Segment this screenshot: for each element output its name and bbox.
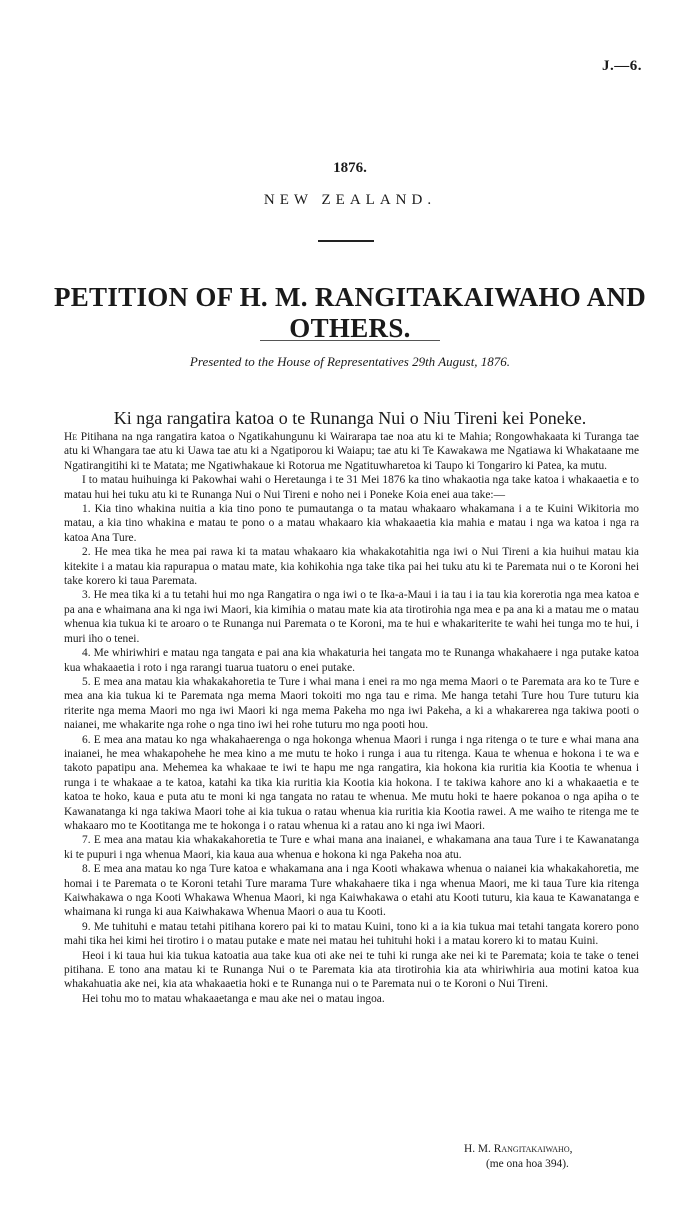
presented-line: Presented to the House of Representatives 29th August, 1876.: [189, 354, 511, 369]
paragraph-item-4: 4. Me whiriwhiri e matau nga tangata e pai ana kia whakaturia hei tangata mo te Runanga whakahaere i nga putake katoa kua whakaaetia i roto i nga rarangi tuarua tuatoru o enei putake.: [64, 647, 639, 674]
document-reference: J.—6.: [602, 58, 642, 74]
document-title: PETITION OF H. M. RANGITAKAIWAHO AND OTHERS.: [53, 282, 647, 343]
opening-lead-word: He: [64, 431, 78, 443]
country-heading: NEW ZEALAND.: [263, 192, 437, 208]
opening-text: Pitihana na nga rangatira katoa o Ngatikahungunu ki Wairarapa tae noa atu ki te Mahia; Rongowhakaata ki Turanga tae atu ki Whangara tae atu ki Uawa tae atu ki a Ngatiporou ki Waiapu; tae atu ki Te Kawakawa me Ngatiawa ki Whakataane me Ngatirangitihi ki te Matata; me Ngatiwhakaue ki Rotorua me Ngatituwharetoa ki Taupo ki Tongariro ki Patea, ka mutu.: [64, 431, 639, 472]
signature-name: Rangitakaiwaho,: [493, 1143, 573, 1155]
paragraph-item-9: 9. Me tuhituhi e matau tetahi pitihana korero pai ki to matau Kuini, tono ki a ia kia tukua mai tetahi tangata korero pono mahi tika hei kimi hei tirotiro i o matau putake e mate nei matau hei tuhituhi hoki i a matau korero ki to matau Kuini.: [64, 920, 639, 948]
paragraph-closing: Hei tohu mo to matau whakaaetanga e mau ake nei o matau ingoa.: [82, 992, 385, 1005]
paragraph-item-3: 3. He mea tika ki a tu tetahi hui mo nga Rangatira o nga iwi o te Ika-a-Maui i ia tau i ia tau kia korerotia nga mea katoa e pa ana e whaimana ana ki nga iwi Maori, kia kimihia o matau mate kia ata tirotirohia nga mea e pa ana ki a matau me o matau whenua kia tukua ki te aroaro o te Runanga nui Paremata o te Koroni, ma te hui e whakariterite te wahi hei tunga mo te hui, i muri iho o tenei.: [64, 589, 640, 645]
petition-body: [64, 430, 639, 1006]
opening-paragraph: [64, 430, 639, 473]
year-heading: 1876.: [333, 160, 367, 176]
paragraph-conclusion: Heoi i ki taua hui kia tukua katoatia aua take kua oti ake nei te tuhi ki runga ake nei ki te Paremata; koia te take o tenei pitihana. E tono ana matau ki te Runanga Nui o te Paremata kia ata tirotirohia kia ata whiriwhiria aua motini katoa kua whakahuatia ake nei, kia ata whakaaetia hoki e te Runanga nui o te Paremata nui o te Koroni o Nui Tireni.: [64, 949, 639, 991]
paragraph-item-6: 6. E mea ana matau ko nga whakahaerenga o nga hokonga whenua Maori i runga i nga ritenga o te ture e whai mana ana inaianei, he mea whakapohehe he mea kino a me mutu te hoko i runga i aua tu ritenga. Kaua te whenua e hokona i te wa e takoto papatipu ana. Mehemea ka whakaae te iwi te hapu me nga rangatira, kia hokona kia ruritia kia Kootia te whenua i runga i te whakaae a te katoa, katahi ka tika kia ruritia kia Kootia kia hokona. I te takiwa kahore ano ki a whakaaetia e te katoa te hoko, kaua e puta atu te moni ki nga tangata no ratau te whenua. Me mutu hoki te haere pokanoa o nga apiha o te Kawanatanga ki nga takiwa Maori tohe ai kia tukua o ratau whenua kia ruritia kia Kootia rawei. A me waiho te ritenga me te whakaaro mo te Kootitanga me te hokonga i o ratau whenua ki a ratau ano ki nga iwi Maori.: [64, 733, 639, 832]
signature-note: (me ona hoa 394).: [486, 1158, 569, 1170]
paragraph-item-8: 8. E mea ana matau ko nga Ture katoa e whakamana ana i nga Kooti whakawa whenua o naianei kia whakakahoretia, me homai i te Paremata o te Koroni tetahi Ture marama Ture whakahaere tika i nga whenua Maori, me ki taua Ture kia ritenga Kaiwhakawa o nga Kooti Whakawa Whenua Maori, ki nga Kaiwhakawa o etahi atu Kooti tuturu, kia kaua te Kawanatanga e whaimana ki runga ki aua Kaiwhakawa Whenua Maori o aua tu Kooti.: [64, 863, 639, 919]
signature-initials: H. M.: [464, 1143, 491, 1155]
paragraph-item-5: 5. E mea ana matau kia whakakahoretia te Ture i whai mana i enei ra mo nga mema Maori o te Paremata ara ko te Ture e mea ana kia tukua ki te Paremata nga mema Maori tokoiti mo nga tau e rima. Me hanga tetahi Ture hou Ture tuturu kia riterite nga mema Maori mo nga iwi Maori ki nga mema Pakeha mo nga iwi Pakeha, a ki a whakarerea nga takiwa pooti o naianei, me whakarite nga rohe o nga tino iwi hei rohe tuturu mo nga pooti hou.: [64, 675, 639, 732]
paragraph-meeting: I to matau huihuinga ki Pakowhai wahi o Heretaunga i te 31 Mei 1876 ka tino whakaotia nga take katoa i whakaaetia e to matau hui hei tuku atu ki te Runanga Nui o Nui Tireni e noho nei i Poneke Koia enei aua take:—: [64, 474, 639, 501]
address-line: Ki nga rangatira katoa o te Runanga Nui o Niu Tireni kei Poneke.: [113, 408, 587, 428]
signature-block: [464, 1142, 572, 1172]
thin-divider-rule: [260, 340, 440, 341]
signature-name-line: [464, 1142, 572, 1157]
paragraph-item-7: 7. E mea ana matau kia whakakahoretia te Ture e whai mana ana inaianei, e whakamana ana taua Ture i te Kawanatanga ki te pupuri i nga whenua Maori, kia kaua aua whenua e hokona ki nga Pakeha noa atu.: [64, 834, 639, 861]
divider-rule: [318, 240, 374, 242]
paragraph-item-1: 1. Kia tino whakina nuitia a kia tino pono te pumautanga o ta matau whakaaro whakamana i a te Kuini Wikitoria mo matau, a kia tino whakina e matau te pono o a matau whakaaro kia whakaaetia kia mahia e matau i nga wa katoa i nga ra katoa Ana Ture.: [64, 503, 639, 544]
paragraph-item-2: 2. He mea tika he mea pai rawa ki ta matau whakaaro kia whakakotahitia nga iwi o Nui Tireni a kia huihui matau kia kitekite i a matau kia rapurapua o matau mate, kia kohikohia nga take tika pai hei tuku atu ki te Paremata nui o te Koroni hei take korero ki taua Paremata.: [64, 546, 639, 588]
